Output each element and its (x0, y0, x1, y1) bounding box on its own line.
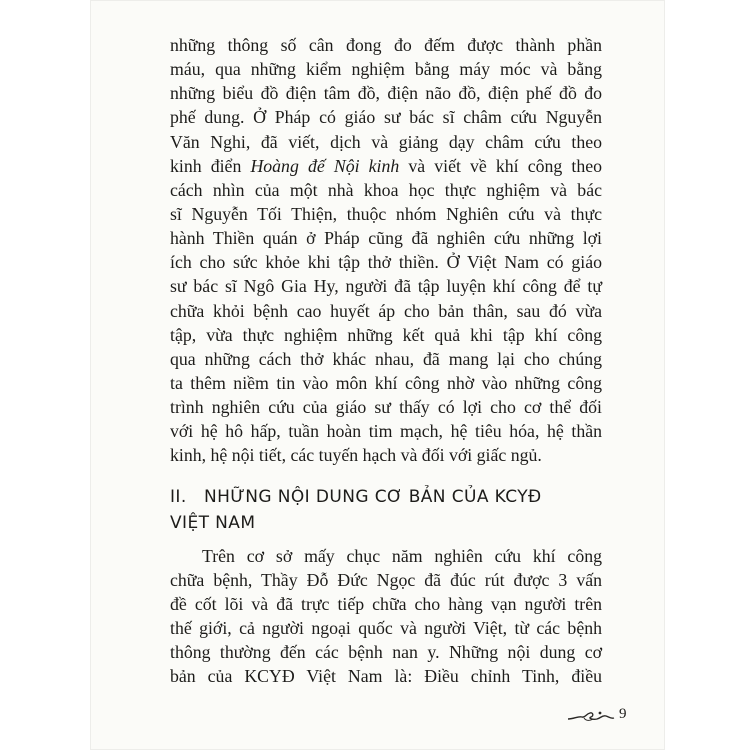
text-line: những biểu đồ điện tâm đồ, điện não đồ, điện phế đồ đo (170, 83, 602, 104)
text-line: ta thêm niềm tin vào môn khí công nhờ vào những công (170, 372, 602, 393)
spacer (170, 468, 602, 482)
text-line: thế giới, cả người ngoại quốc và người Việt, từ các bệnh (170, 617, 602, 638)
book-title-italic: Hoàng đế Nội kinh (250, 155, 400, 176)
text-line: với hệ hô hấp, tuần hoàn tim mạch, hệ tiêu hóa, hệ thần (170, 421, 602, 442)
text-line: máu, qua những kiểm nghiệm bằng máy móc và bằng (170, 59, 602, 80)
heading-line: VIỆT NAM (170, 512, 256, 533)
section-heading (170, 484, 602, 536)
text-line: thông thường đến các bệnh nan y. Những nội dung cơ (170, 642, 602, 663)
book-page (90, 0, 665, 750)
page-number: 9 (619, 706, 627, 722)
text-segment: và viết về khí công theo (399, 155, 602, 176)
text-line: Trên cơ sở mấy chục năm nghiên cứu khí công (202, 545, 602, 566)
flourish-ornament-icon (566, 707, 616, 723)
text-line: đề cốt lõi và đã trực tiếp chữa cho hàng vạn người trên (170, 593, 602, 614)
paragraph-2 (170, 544, 602, 689)
page-body (170, 33, 602, 688)
text-line: Văn Nghi, đã viết, dịch và giảng dạy châm cứu theo (170, 131, 602, 152)
paragraph-1 (170, 33, 602, 468)
text-line: sư bác sĩ Ngô Gia Hy, người đã tập luyện khí công để tự (170, 276, 602, 297)
text-line: chữa khỏi bệnh cao huyết áp cho bản thân, sau đó vừa (170, 300, 602, 321)
text-line: hành Thiền quán ở Pháp cũng đã nghiên cứu những lợi (170, 228, 602, 249)
text-line: trình nghiên cứu của giáo sư thấy có lợi cho cơ thể đối (170, 397, 602, 418)
heading-line (170, 484, 602, 510)
heading-number: II. (170, 486, 187, 507)
text-line: kinh, hệ nội tiết, các tuyến hạch và đối với giấc ngủ. (170, 445, 542, 466)
text-line: chữa bệnh, Thầy Đỗ Đức Ngọc đã đúc rút được 3 vấn (170, 569, 602, 590)
text-line: những thông số cân đong đo đếm được thành phần (170, 35, 602, 55)
text-line: ích cho sức khỏe khi tập thở thiền. Ở Việt Nam có giáo (170, 252, 602, 273)
text-line: tập, vừa thực nghiệm những kết quả khi tập khí công (170, 324, 602, 345)
text-segment: kinh điển (170, 155, 251, 176)
text-line: phế dung. Ở Pháp có giáo sư bác sĩ châm cứu Nguyễn (170, 107, 602, 128)
text-line: bản của KCYĐ Việt Nam là: Điều chỉnh Tinh, điều (170, 666, 602, 687)
text-line-with-italic-title (170, 154, 602, 178)
text-line: sĩ Nguyễn Tối Thiện, thuộc nhóm Nghiên cứu và thực (170, 203, 602, 224)
heading-title: NHỮNG NỘI DUNG CƠ BẢN CỦA KCYĐ (204, 486, 542, 507)
text-line: cách nhìn của một nhà khoa học thực nghiệm và bác (170, 179, 602, 200)
text-line: qua những cách thở khác nhau, đã mang lại cho chúng (170, 348, 602, 369)
